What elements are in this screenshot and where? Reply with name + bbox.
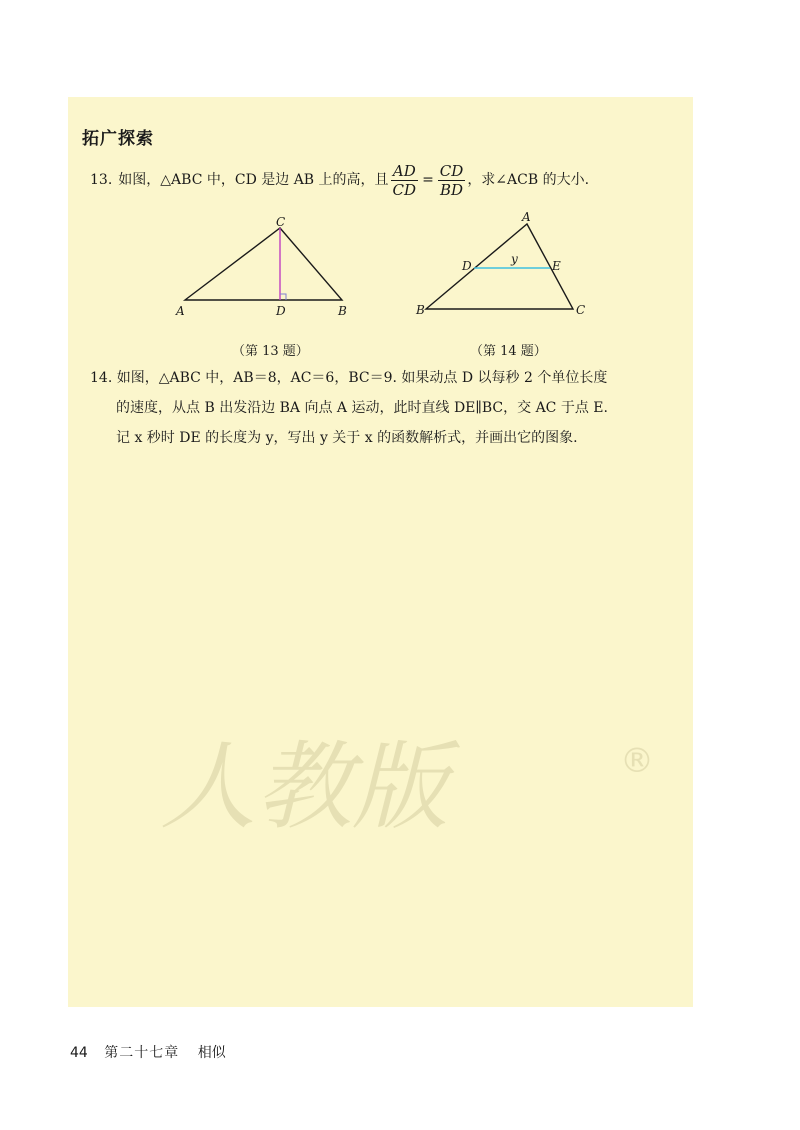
fraction-ad-cd xyxy=(391,162,419,199)
figure-14 xyxy=(410,210,595,322)
caption-13: （第 13 题） xyxy=(232,344,309,359)
question-13 xyxy=(90,158,589,202)
registered-mark: ® xyxy=(620,741,654,781)
section-title: 拓广探索 xyxy=(82,129,154,149)
label-b: B xyxy=(416,303,425,317)
frac1-numerator: AD xyxy=(392,161,416,180)
q13-number: 13. xyxy=(90,172,113,188)
exercise-panel xyxy=(68,97,693,1007)
label-e: E xyxy=(552,259,561,273)
chapter-topic: 相似 xyxy=(197,1045,226,1061)
page-number: 44 xyxy=(70,1045,88,1061)
q13-text-a: 如图，△ABC 中，CD 是边 AB 上的高，且 xyxy=(118,172,389,188)
frac2-numerator: CD xyxy=(439,161,464,180)
chapter-title: 第二十七章 xyxy=(104,1045,180,1061)
fraction-cd-bd xyxy=(438,162,466,199)
frac1-denominator: CD xyxy=(392,180,417,199)
caption-14: （第 14 题） xyxy=(470,344,547,359)
q14-line-3: 记 x 秒时 DE 的长度为 y，写出 y 关于 x 的函数解析式，并画出它的图象. xyxy=(116,430,578,446)
equals-sign: = xyxy=(422,172,434,188)
question-14 xyxy=(90,363,670,453)
label-b: B xyxy=(338,304,347,318)
label-d: D xyxy=(462,259,472,273)
triangle-abc-14 xyxy=(426,224,573,309)
q13-text-b: ，求∠ACB 的大小. xyxy=(467,172,590,188)
watermark-text: 人教版 xyxy=(160,731,448,843)
page-footer xyxy=(70,1042,226,1062)
q14-line-2: 的速度，从点 B 出发沿边 BA 向点 A 运动，此时直线 DE∥BC，交 AC 于点 E. xyxy=(116,400,608,416)
figure-13 xyxy=(170,215,360,325)
frac2-denominator: BD xyxy=(440,180,464,199)
label-a: A xyxy=(176,304,185,318)
label-d: D xyxy=(276,304,286,318)
q14-line-1: 14. 如图，△ABC 中，AB＝8，AC＝6，BC＝9. 如果动点 D 以每秒 2 个单位长度 xyxy=(90,370,608,386)
label-y: y xyxy=(511,252,518,266)
label-c: C xyxy=(576,303,586,317)
triangle-abc-13 xyxy=(185,228,342,300)
label-a: A xyxy=(522,210,531,224)
publisher-watermark xyxy=(150,720,670,860)
right-angle-mark xyxy=(280,294,286,300)
label-c: C xyxy=(276,215,286,229)
